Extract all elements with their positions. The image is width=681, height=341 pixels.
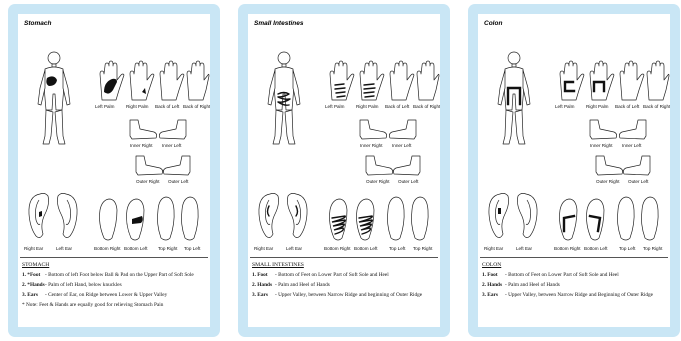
row-key: 3. Ears: [252, 292, 268, 299]
row-value: - Center of Ear, on Ridge between Lower & Upper Valley: [45, 292, 168, 299]
label-bottom-left: Bottom Left: [124, 246, 148, 251]
row-value: - Bottom of Feet on Lower Part of Soft Sole and Heel: [275, 272, 389, 279]
foot-top-right: [157, 197, 174, 240]
section-title: SMALL INTESTINES: [252, 262, 304, 268]
reflex-notes: [22, 262, 208, 309]
foot-top-right: [641, 197, 658, 240]
label-right-ear: Right Ear: [24, 246, 44, 251]
label-outer-right: Outer Right: [596, 179, 620, 184]
body-figure: [38, 52, 70, 144]
hand-back-of-left: [390, 61, 414, 100]
label-back-of-right: Back of Right: [413, 104, 440, 109]
label-bottom-right: Bottom Right: [554, 246, 581, 251]
sole-bottom-right: [560, 199, 578, 240]
divider: [20, 257, 208, 258]
row-value: - Palm and Heel of Hands: [505, 282, 560, 289]
section-title: STOMACH: [22, 262, 50, 268]
card-inner: [18, 14, 210, 327]
label-right-ear: Right Ear: [254, 246, 274, 251]
hand-left-palm: [560, 61, 584, 100]
ear-left: [57, 193, 77, 237]
card-small-intestines: [238, 4, 450, 337]
row-key: 2. Hands: [252, 282, 273, 289]
label-outer-left: Outer Left: [628, 179, 649, 184]
row-key: 3. Ears: [482, 292, 498, 299]
hand-back-of-left: [160, 61, 184, 100]
card-colon: [468, 4, 680, 337]
label-back-of-left: Back of Left: [155, 104, 180, 109]
reflex-row: [22, 292, 208, 299]
label-left-palm: Left Palm: [555, 104, 575, 109]
sole-bottom-left: [587, 199, 605, 240]
reflex-diagram: [478, 28, 670, 256]
hand-back-of-right: [187, 61, 209, 100]
label-back-of-left: Back of Left: [385, 104, 410, 109]
body-figure: [498, 52, 530, 144]
ear-left: [287, 193, 307, 237]
reflex-notes: [252, 262, 438, 302]
foot-outer-right: [596, 156, 623, 175]
label-bottom-right: Bottom Right: [94, 246, 121, 251]
label-bottom-right: Bottom Right: [324, 246, 351, 251]
label-left-ear: Left Ear: [516, 246, 533, 251]
label-back-of-right: Back of Right: [183, 104, 210, 109]
label-left-ear: Left Ear: [56, 246, 73, 251]
hand-right-palm: [360, 61, 384, 100]
reflex-diagram: [18, 28, 210, 256]
label-back-of-right: Back of Right: [643, 104, 670, 109]
label-outer-left: Outer Left: [398, 179, 419, 184]
row-value: - Upper Valley, between Narrow Ridge and Beginning of Outer Ridge: [505, 292, 653, 299]
label-left-palm: Left Palm: [325, 104, 345, 109]
label-left-ear: Left Ear: [286, 246, 303, 251]
label-top-left: Top Left: [619, 246, 636, 251]
row-value: - Bottom of left Foot below Ball & Pad on the Upper Part of Soft Sole: [45, 272, 194, 279]
foot-outer-right: [366, 156, 393, 175]
reflex-row: [252, 292, 438, 299]
label-outer-right: Outer Right: [136, 179, 160, 184]
reflex-row: [22, 282, 208, 289]
foot-inner-right: [130, 120, 157, 139]
foot-outer-left: [393, 156, 420, 175]
reflex-row: [482, 282, 668, 289]
foot-inner-left: [389, 120, 416, 139]
row-key: 1. Foot: [252, 272, 268, 279]
foot-inner-right: [590, 120, 617, 139]
foot-top-left: [387, 197, 404, 240]
ear-reflex-mark: [39, 211, 42, 217]
hand-right-palm: [130, 61, 154, 100]
row-value: - Upper Valley, between Narrow Ridge and beginning of Outer Ridge: [275, 292, 423, 299]
row-value: - Palm of left Hand, below knuckles: [45, 282, 122, 289]
label-right-palm: Right Palm: [586, 104, 609, 109]
foot-top-right: [411, 197, 428, 240]
foot-inner-left: [159, 120, 186, 139]
section-title: COLON: [482, 262, 502, 268]
label-outer-left: Outer Left: [168, 179, 189, 184]
ear-right: [29, 193, 49, 237]
label-inner-left: Inner Left: [392, 143, 412, 148]
label-back-of-left: Back of Left: [615, 104, 640, 109]
sole-bottom-right: [100, 199, 118, 240]
foot-top-left: [617, 197, 634, 240]
divider: [480, 257, 668, 258]
label-top-right: Top Right: [413, 246, 433, 251]
card-stomach: [8, 4, 220, 337]
label-inner-right: Inner Right: [130, 143, 153, 148]
hand-back-of-left: [620, 61, 644, 100]
hand-left-palm: [330, 61, 354, 100]
divider: [250, 257, 438, 258]
label-inner-left: Inner Left: [162, 143, 182, 148]
footnote: * Note: Feet & Hands are equally good for relieving Stomach Pain: [22, 301, 164, 308]
row-key: 3. Ears: [22, 292, 38, 299]
label-inner-right: Inner Right: [360, 143, 383, 148]
reflex-row: [482, 292, 668, 299]
label-top-left: Top Left: [184, 246, 201, 251]
hand-back-of-right: [647, 61, 669, 100]
row-key: 1. Foot: [482, 272, 498, 279]
label-left-palm: Left Palm: [95, 104, 115, 109]
label-bottom-left: Bottom Left: [584, 246, 608, 251]
hand-right-palm: [590, 61, 614, 100]
reflex-row: [482, 272, 668, 279]
label-inner-right: Inner Right: [590, 143, 613, 148]
reflex-notes: [482, 262, 668, 302]
label-top-right: Top Right: [158, 246, 178, 251]
foot-outer-left: [623, 156, 650, 175]
body-figure: [268, 52, 300, 144]
label-right-ear: Right Ear: [484, 246, 504, 251]
label-bottom-left: Bottom Left: [354, 246, 378, 251]
reflex-diagram: [248, 28, 440, 256]
row-value: - Palm and Heel of Hands: [275, 282, 330, 289]
label-right-palm: Right Palm: [356, 104, 379, 109]
card-title: Small Intestines: [254, 20, 304, 27]
card-inner: [248, 14, 440, 327]
reflex-row: [252, 272, 438, 279]
label-top-right: Top Right: [643, 246, 663, 251]
row-key: 2. Hands: [482, 282, 503, 289]
card-title: Colon: [484, 20, 503, 27]
foot-outer-right: [136, 156, 163, 175]
ear-left: [517, 193, 537, 237]
hand-back-of-right: [417, 61, 439, 100]
ear-right: [489, 193, 509, 237]
label-right-palm: Right Palm: [126, 104, 149, 109]
reflex-row: [22, 272, 208, 279]
label-inner-left: Inner Left: [622, 143, 642, 148]
row-value: - Bottom of Feet on Lower Part of Soft Sole and Heel: [505, 272, 619, 279]
row-key: 1. *Foot: [22, 272, 41, 279]
card-inner: [478, 14, 670, 327]
foot-inner-right: [360, 120, 387, 139]
ear-reflex-mark: [498, 208, 501, 214]
row-key: 2. *Hands: [22, 282, 45, 289]
reflex-row: [252, 282, 438, 289]
foot-top-left: [181, 197, 198, 240]
foot-inner-left: [619, 120, 646, 139]
label-top-left: Top Left: [389, 246, 406, 251]
label-outer-right: Outer Right: [366, 179, 390, 184]
foot-outer-left: [163, 156, 190, 175]
card-title: Stomach: [24, 20, 52, 27]
